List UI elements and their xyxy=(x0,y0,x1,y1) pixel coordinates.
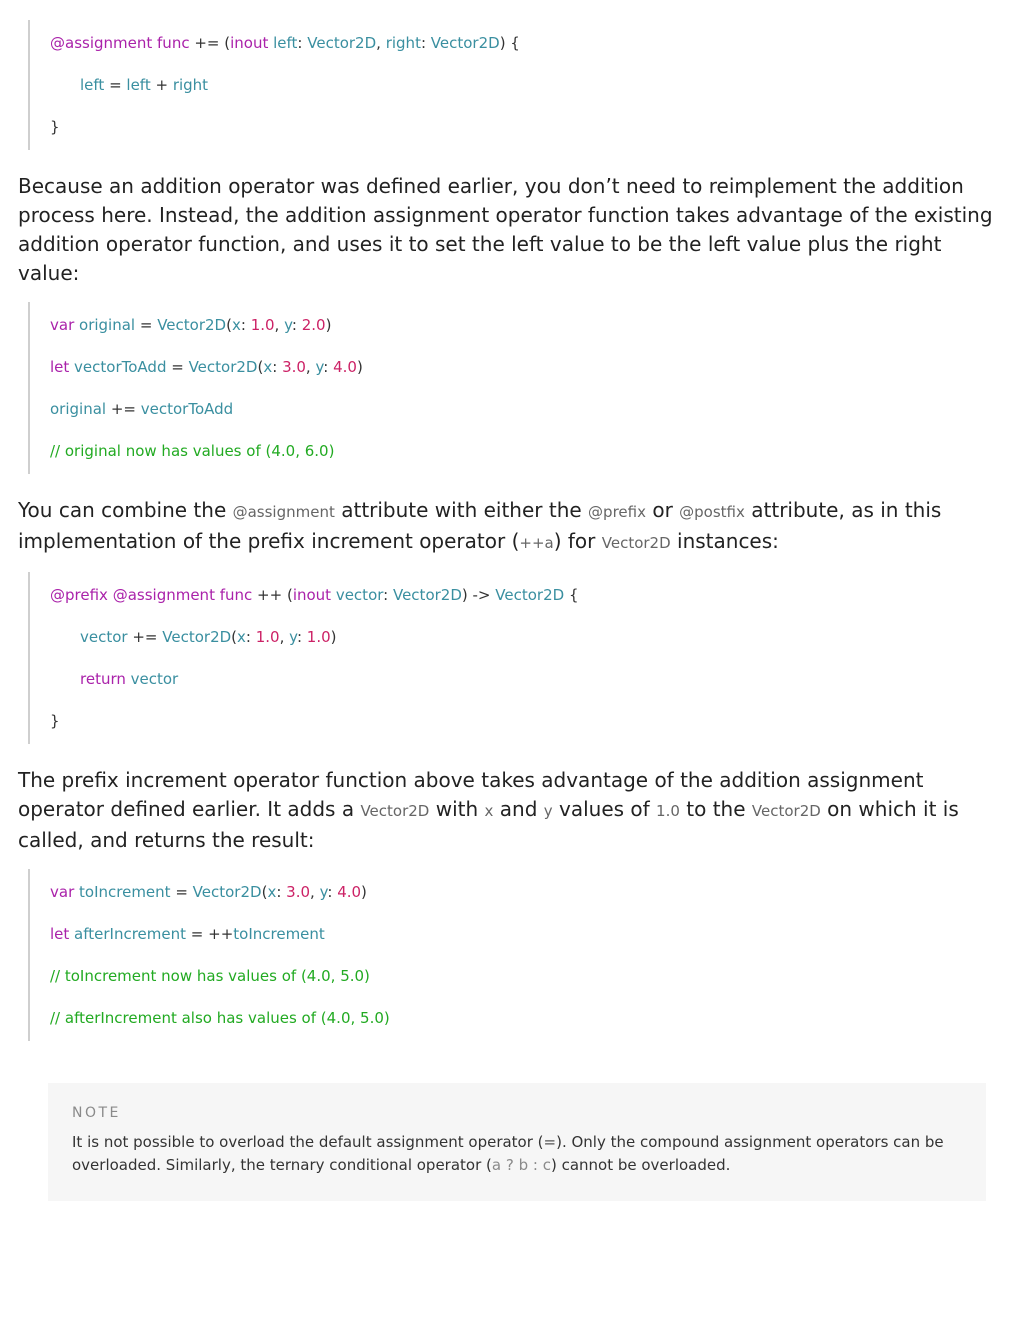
code-token: ( xyxy=(226,316,232,334)
inline-code: 1.0 xyxy=(656,802,680,820)
code-token: = xyxy=(170,883,193,901)
code-token: = xyxy=(166,358,189,376)
code-token: toIncrement xyxy=(233,925,325,943)
code-line xyxy=(30,304,1014,346)
code-token: += xyxy=(106,400,141,418)
code-line xyxy=(30,346,1014,388)
code-token: ) xyxy=(361,883,367,901)
code-token: original xyxy=(50,400,107,418)
code-token: left xyxy=(126,76,151,94)
code-block-prefix-increment-usage xyxy=(28,869,1014,1041)
note-title: NOTE xyxy=(72,1105,121,1121)
inline-code: Vector2D xyxy=(751,802,821,820)
code-token: let xyxy=(50,925,70,943)
code-token: let xyxy=(50,358,70,376)
code-token: = xyxy=(135,316,158,334)
code-token: , xyxy=(376,34,386,52)
paragraph-prefix-increment-explanation: The prefix increment operator function above takes advantage of the addition assignment operator defined earlier. It adds a Vector2D with x and y values of 1.0 to the Vector2D on which it is called, and returns the result: xyxy=(18,768,959,852)
code-token: 3.0 xyxy=(286,883,311,901)
code-token: = xyxy=(104,76,127,94)
code-token: inout xyxy=(292,586,332,604)
code-line xyxy=(30,64,1014,106)
code-token: Vector2D xyxy=(307,34,377,52)
inline-code: x xyxy=(484,802,494,820)
code-token: ) xyxy=(325,316,332,334)
code-line xyxy=(30,574,1014,616)
code-token: var xyxy=(50,883,75,901)
code-token: ) xyxy=(356,358,363,376)
code-token: Vector2D xyxy=(192,883,262,901)
inline-code: y xyxy=(543,802,553,820)
code-token: y xyxy=(284,316,292,334)
inline-code: @assignment xyxy=(232,503,335,521)
code-token: : xyxy=(240,316,251,334)
code-token: var xyxy=(50,316,75,334)
code-token: inout xyxy=(230,34,269,52)
code-token: , xyxy=(305,358,316,376)
code-token: , xyxy=(310,883,320,901)
code-token: ( xyxy=(261,883,268,901)
code-token: : xyxy=(327,883,338,901)
code-line xyxy=(30,913,1014,955)
code-token: : xyxy=(420,34,431,52)
code-token: 1.0 xyxy=(306,628,331,646)
inline-code: Vector2D xyxy=(601,534,671,552)
code-token: x xyxy=(267,883,277,901)
code-token: Vector2D xyxy=(157,316,227,334)
code-token: = ++ xyxy=(186,925,234,943)
code-token: 3.0 xyxy=(282,358,306,376)
code-token: Vector2D xyxy=(430,34,500,52)
code-token: : xyxy=(297,34,308,52)
code-token: } xyxy=(50,712,60,730)
code-token: @assignment xyxy=(50,34,153,52)
code-token: , xyxy=(279,628,290,646)
code-token: 4.0 xyxy=(337,883,362,901)
code-token: toIncrement xyxy=(74,883,171,901)
code-token: : xyxy=(276,883,287,901)
code-token: @assignment xyxy=(112,586,215,604)
code-token: ( xyxy=(257,358,264,376)
code-line xyxy=(30,658,1014,700)
inline-code: = xyxy=(543,1133,557,1151)
note-body: It is not possible to overload the default assignment operator (=). Only the compound assignment operators can be overloaded. Similarly, the ternary conditional operator (a ? b : c) cannot be overloaded. xyxy=(72,1133,944,1174)
code-token: , xyxy=(274,316,285,334)
code-token: ( xyxy=(231,628,238,646)
code-token: Vector2D xyxy=(495,586,565,604)
code-token: ++ ( xyxy=(252,586,293,604)
code-token: { xyxy=(564,586,579,604)
code-token: 4.0 xyxy=(333,358,357,376)
code-token: y xyxy=(315,358,324,376)
code-line xyxy=(30,106,1014,148)
code-token: left xyxy=(80,76,105,94)
code-token: + xyxy=(150,76,173,94)
code-line xyxy=(30,700,1014,742)
code-token: 1.0 xyxy=(255,628,280,646)
code-token: 2.0 xyxy=(301,316,326,334)
code-token: Vector2D xyxy=(162,628,232,646)
code-token: += ( xyxy=(189,34,231,52)
code-block-assignment-operator xyxy=(28,20,1014,150)
note-box xyxy=(48,1083,986,1201)
code-token: vector xyxy=(331,586,384,604)
code-token: } xyxy=(50,118,60,136)
code-token: ) { xyxy=(499,34,520,52)
code-line xyxy=(30,22,1014,64)
code-token: : xyxy=(272,358,283,376)
code-token: vectorToAdd xyxy=(69,358,167,376)
code-token: original xyxy=(74,316,136,334)
code-token: : xyxy=(296,628,307,646)
code-token: : xyxy=(323,358,334,376)
code-token: : xyxy=(383,586,393,604)
code-token: right xyxy=(172,76,209,94)
code-token: func xyxy=(219,586,253,604)
code-line xyxy=(30,955,1014,997)
paragraph-addition-assignment-explanation: Because an addition operator was defined earlier, you don’t need to reimplement the addition process here. Instead, the addition assignment operator function takes advantage of the existing addition operator function, and uses it to set the left value to be the left value plus the right value: xyxy=(18,174,993,285)
code-token: right xyxy=(385,34,421,52)
code-token: return xyxy=(80,670,126,688)
code-line xyxy=(30,388,1014,430)
code-block-prefix-increment-operator xyxy=(28,572,1014,744)
code-line xyxy=(30,871,1014,913)
inline-code: @postfix xyxy=(679,503,745,521)
code-token: @prefix xyxy=(50,586,108,604)
code-token: // original now has values of (4.0, 6.0) xyxy=(50,442,335,460)
code-token: x xyxy=(237,628,246,646)
code-token: func xyxy=(157,34,190,52)
code-token: : xyxy=(245,628,256,646)
inline-code: @prefix xyxy=(588,503,646,521)
code-token: vector xyxy=(80,628,128,646)
code-token: Vector2D xyxy=(392,586,462,604)
code-token: vectorToAdd xyxy=(140,400,234,418)
code-token: x xyxy=(231,316,241,334)
code-token: += xyxy=(127,628,163,646)
code-token: y xyxy=(319,883,328,901)
code-token: : xyxy=(291,316,302,334)
code-token: // afterIncrement also has values of (4.0, 5.0) xyxy=(50,1009,390,1027)
code-token: ) xyxy=(330,628,337,646)
inline-code: Vector2D xyxy=(360,802,430,820)
code-token: left xyxy=(268,34,298,52)
inline-code: a ? b : c xyxy=(491,1156,551,1174)
code-token: ) -> xyxy=(461,586,496,604)
code-token: x xyxy=(263,358,273,376)
code-token: y xyxy=(289,628,297,646)
paragraph-combine-attributes: You can combine the @assignment attribute with either the @prefix or @postfix attribute, as in this implementation of the prefix increment operator (++a) for Vector2D instances: xyxy=(18,498,942,553)
code-line xyxy=(30,997,1014,1039)
code-block-addition-assignment-usage xyxy=(28,302,1014,474)
inline-code: ++a xyxy=(519,534,554,552)
code-line xyxy=(30,616,1014,658)
code-line xyxy=(30,430,1014,472)
code-token: vector xyxy=(125,670,179,688)
code-token: 1.0 xyxy=(250,316,275,334)
code-token: afterIncrement xyxy=(69,925,187,943)
code-token: Vector2D xyxy=(188,358,258,376)
code-token: // toIncrement now has values of (4.0, 5.0) xyxy=(50,967,370,985)
